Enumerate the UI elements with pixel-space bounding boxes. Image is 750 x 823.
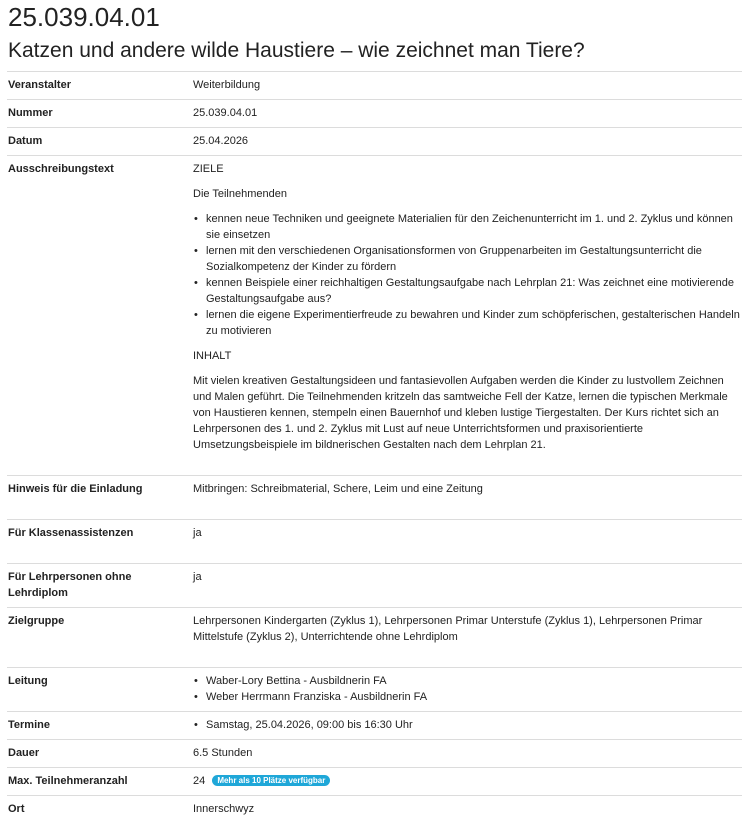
course-title: Katzen und andere wilde Haustiere – wie zeichnet man Tiere?	[8, 38, 743, 64]
value-ausschreibungstext	[192, 156, 742, 476]
label-ausschreibungstext: Ausschreibungstext	[7, 156, 192, 476]
value-hinweis: Mitbringen: Schreibmaterial, Schere, Leim und eine Zeitung	[192, 476, 742, 520]
value-zielgruppe: Lehrpersonen Kindergarten (Zyklus 1), Lehrpersonen Primar Unterstufe (Zyklus 1), Lehrpersonen Primar Mittelstufe (Zyklus 2), Unterrichtende ohne Lehrdiplom	[192, 608, 742, 668]
value-dauer: 6.5 Stunden	[192, 740, 742, 768]
label-hinweis: Hinweis für die Einladung	[7, 476, 192, 520]
list-item: • lernen die eigene Experimentierfreude zu bewahren und Kinder zum schöpferischen, gestalterischen Handeln zu motivieren	[206, 307, 742, 339]
list-item: • Samstag, 25.04.2026, 09:00 bis 16:30 Uhr	[206, 717, 742, 733]
value-leitung	[192, 668, 742, 712]
label-ort: Ort	[7, 796, 192, 823]
list-item: • Waber-Lory Bettina - Ausbildnerin FA	[206, 673, 742, 689]
value-veranstalter: Weiterbildung	[192, 72, 742, 100]
value-lehrdiplom: ja	[192, 564, 742, 608]
list-item: • lernen mit den verschiedenen Organisationsformen von Gruppenarbeiten im Gestaltungsunterricht die Sozialkompetenz der Kinder zu fördern	[206, 243, 742, 275]
list-item: • Weber Herrmann Franziska - Ausbildnerin FA	[206, 689, 742, 705]
label-dauer: Dauer	[7, 740, 192, 768]
label-termine: Termine	[7, 712, 192, 740]
list-item: • kennen Beispiele einer reichhaltigen Gestaltungsaufgabe nach Lehrplan 21: Was zeichnet eine motivierende Gestaltungsaufgabe aus?	[206, 275, 742, 307]
teilnehmer-count: 24	[193, 775, 205, 787]
ziele-list	[193, 211, 742, 339]
course-detail-page	[0, 2, 750, 823]
row-teilnehmer	[7, 768, 742, 796]
label-nummer: Nummer	[7, 100, 192, 128]
label-teilnehmer: Max. Teilnehmeranzahl	[7, 768, 192, 796]
row-ausschreibungstext	[7, 156, 742, 476]
row-zielgruppe	[7, 608, 742, 668]
row-nummer	[7, 100, 742, 128]
ziele-intro: Die Teilnehmenden	[193, 186, 742, 202]
label-veranstalter: Veranstalter	[7, 72, 192, 100]
inhalt-heading: INHALT	[193, 348, 742, 364]
row-termine	[7, 712, 742, 740]
list-item: • kennen neue Techniken und geeignete Materialien für den Zeichenunterricht im 1. und 2. Zyklus und können sie einsetzen	[206, 211, 742, 243]
ziele-heading: ZIELE	[193, 161, 742, 177]
row-datum	[7, 128, 742, 156]
row-ort	[7, 796, 742, 823]
value-nummer: 25.039.04.01	[192, 100, 742, 128]
label-zielgruppe: Zielgruppe	[7, 608, 192, 668]
value-ort: Innerschwyz	[192, 796, 742, 823]
row-hinweis	[7, 476, 742, 520]
value-termine	[192, 712, 742, 740]
value-datum: 25.04.2026	[192, 128, 742, 156]
label-leitung: Leitung	[7, 668, 192, 712]
course-number-heading: 25.039.04.01	[8, 2, 743, 32]
inhalt-text: Mit vielen kreativen Gestaltungsideen und fantasievollen Aufgaben werden die Kinder zu lustvollem Zeichnen und Malen geführt. Die Teilnehmenden kritzeln das samtweiche Fell der Katze, lernen die typischen Merkmale von Haustieren kennen, stempeln einen Bauernhof und kleben lustige Tiergestalten. Der Kurs richtet sich an Lehrpersonen des 1. und 2. Zyklus mit Lust auf neue Unterrichtsformen und praxisorientierte Umsetzungsbeispiele im bildnerischen Gestalten nach dem Lehrplan 21.	[193, 373, 742, 453]
row-dauer	[7, 740, 742, 768]
label-lehrdiplom: Für Lehrpersonen ohne Lehrdiplom	[7, 564, 192, 608]
row-leitung	[7, 668, 742, 712]
row-lehrdiplom	[7, 564, 742, 608]
label-datum: Datum	[7, 128, 192, 156]
termine-list	[193, 717, 742, 733]
course-details-table	[7, 71, 742, 823]
row-klassenassistenzen	[7, 520, 742, 564]
label-klassenassistenzen: Für Klassenassistenzen	[7, 520, 192, 564]
row-veranstalter	[7, 72, 742, 100]
value-klassenassistenzen: ja	[192, 520, 742, 564]
availability-badge: Mehr als 10 Plätze verfügbar	[212, 775, 330, 786]
value-teilnehmer	[192, 768, 742, 796]
leitung-list	[193, 673, 742, 705]
